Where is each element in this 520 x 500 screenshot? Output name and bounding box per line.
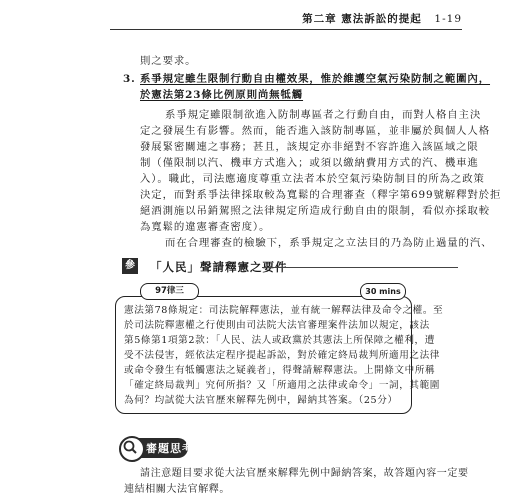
- section-title: 「人民」聲請釋憲之要件: [150, 260, 288, 274]
- exam-line: 憲法第78條規定：司法院解釋憲法，並有統一解釋法律及命令之權。至: [124, 305, 444, 316]
- body-line: 而在合理審查的檢驗下，系爭規定之立法目的乃為防止過量的汽、: [165, 237, 493, 249]
- item-heading-line-1: 系爭規定雖生限制行動自由權效果，惟於維護空氣污染防制之範圍內，: [140, 73, 491, 85]
- body-line: 系爭規定雖限制欲進入防制專區者之行動自由，而對人格自主決: [165, 109, 482, 121]
- closing-line: 請注意題目要求從大法官歷來解釋先例中歸納答案，故答題內容一定要: [140, 468, 469, 479]
- answer-thinking-label: 審題思考: [146, 442, 194, 455]
- exam-source-tag: 97律三: [140, 283, 199, 300]
- exam-line: 受不法侵害，經依法定程序提起訴訟，對於確定終局裁判所適用之法律: [124, 350, 441, 361]
- body-line: 制（僅限制以汽、機車方式進入；或須以繳納費用方式的汽、機車進: [140, 157, 479, 169]
- body-line: 為寬鬆的違憲審查密度）。: [140, 221, 271, 233]
- section-icon: 參: [122, 258, 138, 274]
- section-rule: [262, 267, 458, 268]
- exam-line: 或命令發生有牴觸憲法之疑義者」，得聲請解釋憲法。上開條文中所稱: [124, 365, 436, 376]
- body-line: 入）。職此，司法應適度尊重立法者本於空氣污染防制目的所為之政策: [140, 173, 485, 185]
- chapter-title: 第二章 憲法訴訟的提起: [302, 13, 422, 25]
- body-line: 定之發展生有影響。然而，能否進入該防制專區，並非屬於與個人人格: [140, 125, 491, 137]
- exam-line: 於司法院釋憲權之行使則由司法院大法官審理案件法加以規定，該法: [124, 320, 430, 331]
- exam-time-badge: 30 mins: [360, 283, 406, 300]
- exam-line: 「確定終局裁判」究何所指？又「所適用之法律或命令」一詞，其範圍: [124, 380, 441, 391]
- exam-line: 為何？均試從大法官歷來解釋先例中，歸納其答案。（25分）: [124, 395, 398, 406]
- magnifier-icon: [119, 436, 145, 462]
- closing-line: 連結相關大法官解釋。: [124, 484, 230, 495]
- page-number: 1-19: [434, 13, 462, 25]
- body-line: 決定，而對系爭法律採取較為寬鬆的合理審查（釋字第699號解釋對於拒: [140, 189, 502, 201]
- body-line: 發展緊密關連之事務；甚且，該規定亦非絕對不容許進入該區域之限: [140, 141, 479, 153]
- body-line: 絕酒測施以吊銷駕照之法律規定所造成行動自由的限制，看似亦採取較: [140, 205, 491, 217]
- item-heading-line-2: 於憲法第23條比例原則尚無牴觸: [140, 89, 304, 101]
- running-header: [302, 11, 462, 26]
- exam-line: 第5條第1項第2款：「人民、法人或政黨於其憲法上所保障之權利，遭: [124, 335, 435, 346]
- body-line: 則之要求。: [140, 55, 197, 67]
- item-number: 3.: [123, 73, 136, 85]
- header-rule: [110, 29, 462, 30]
